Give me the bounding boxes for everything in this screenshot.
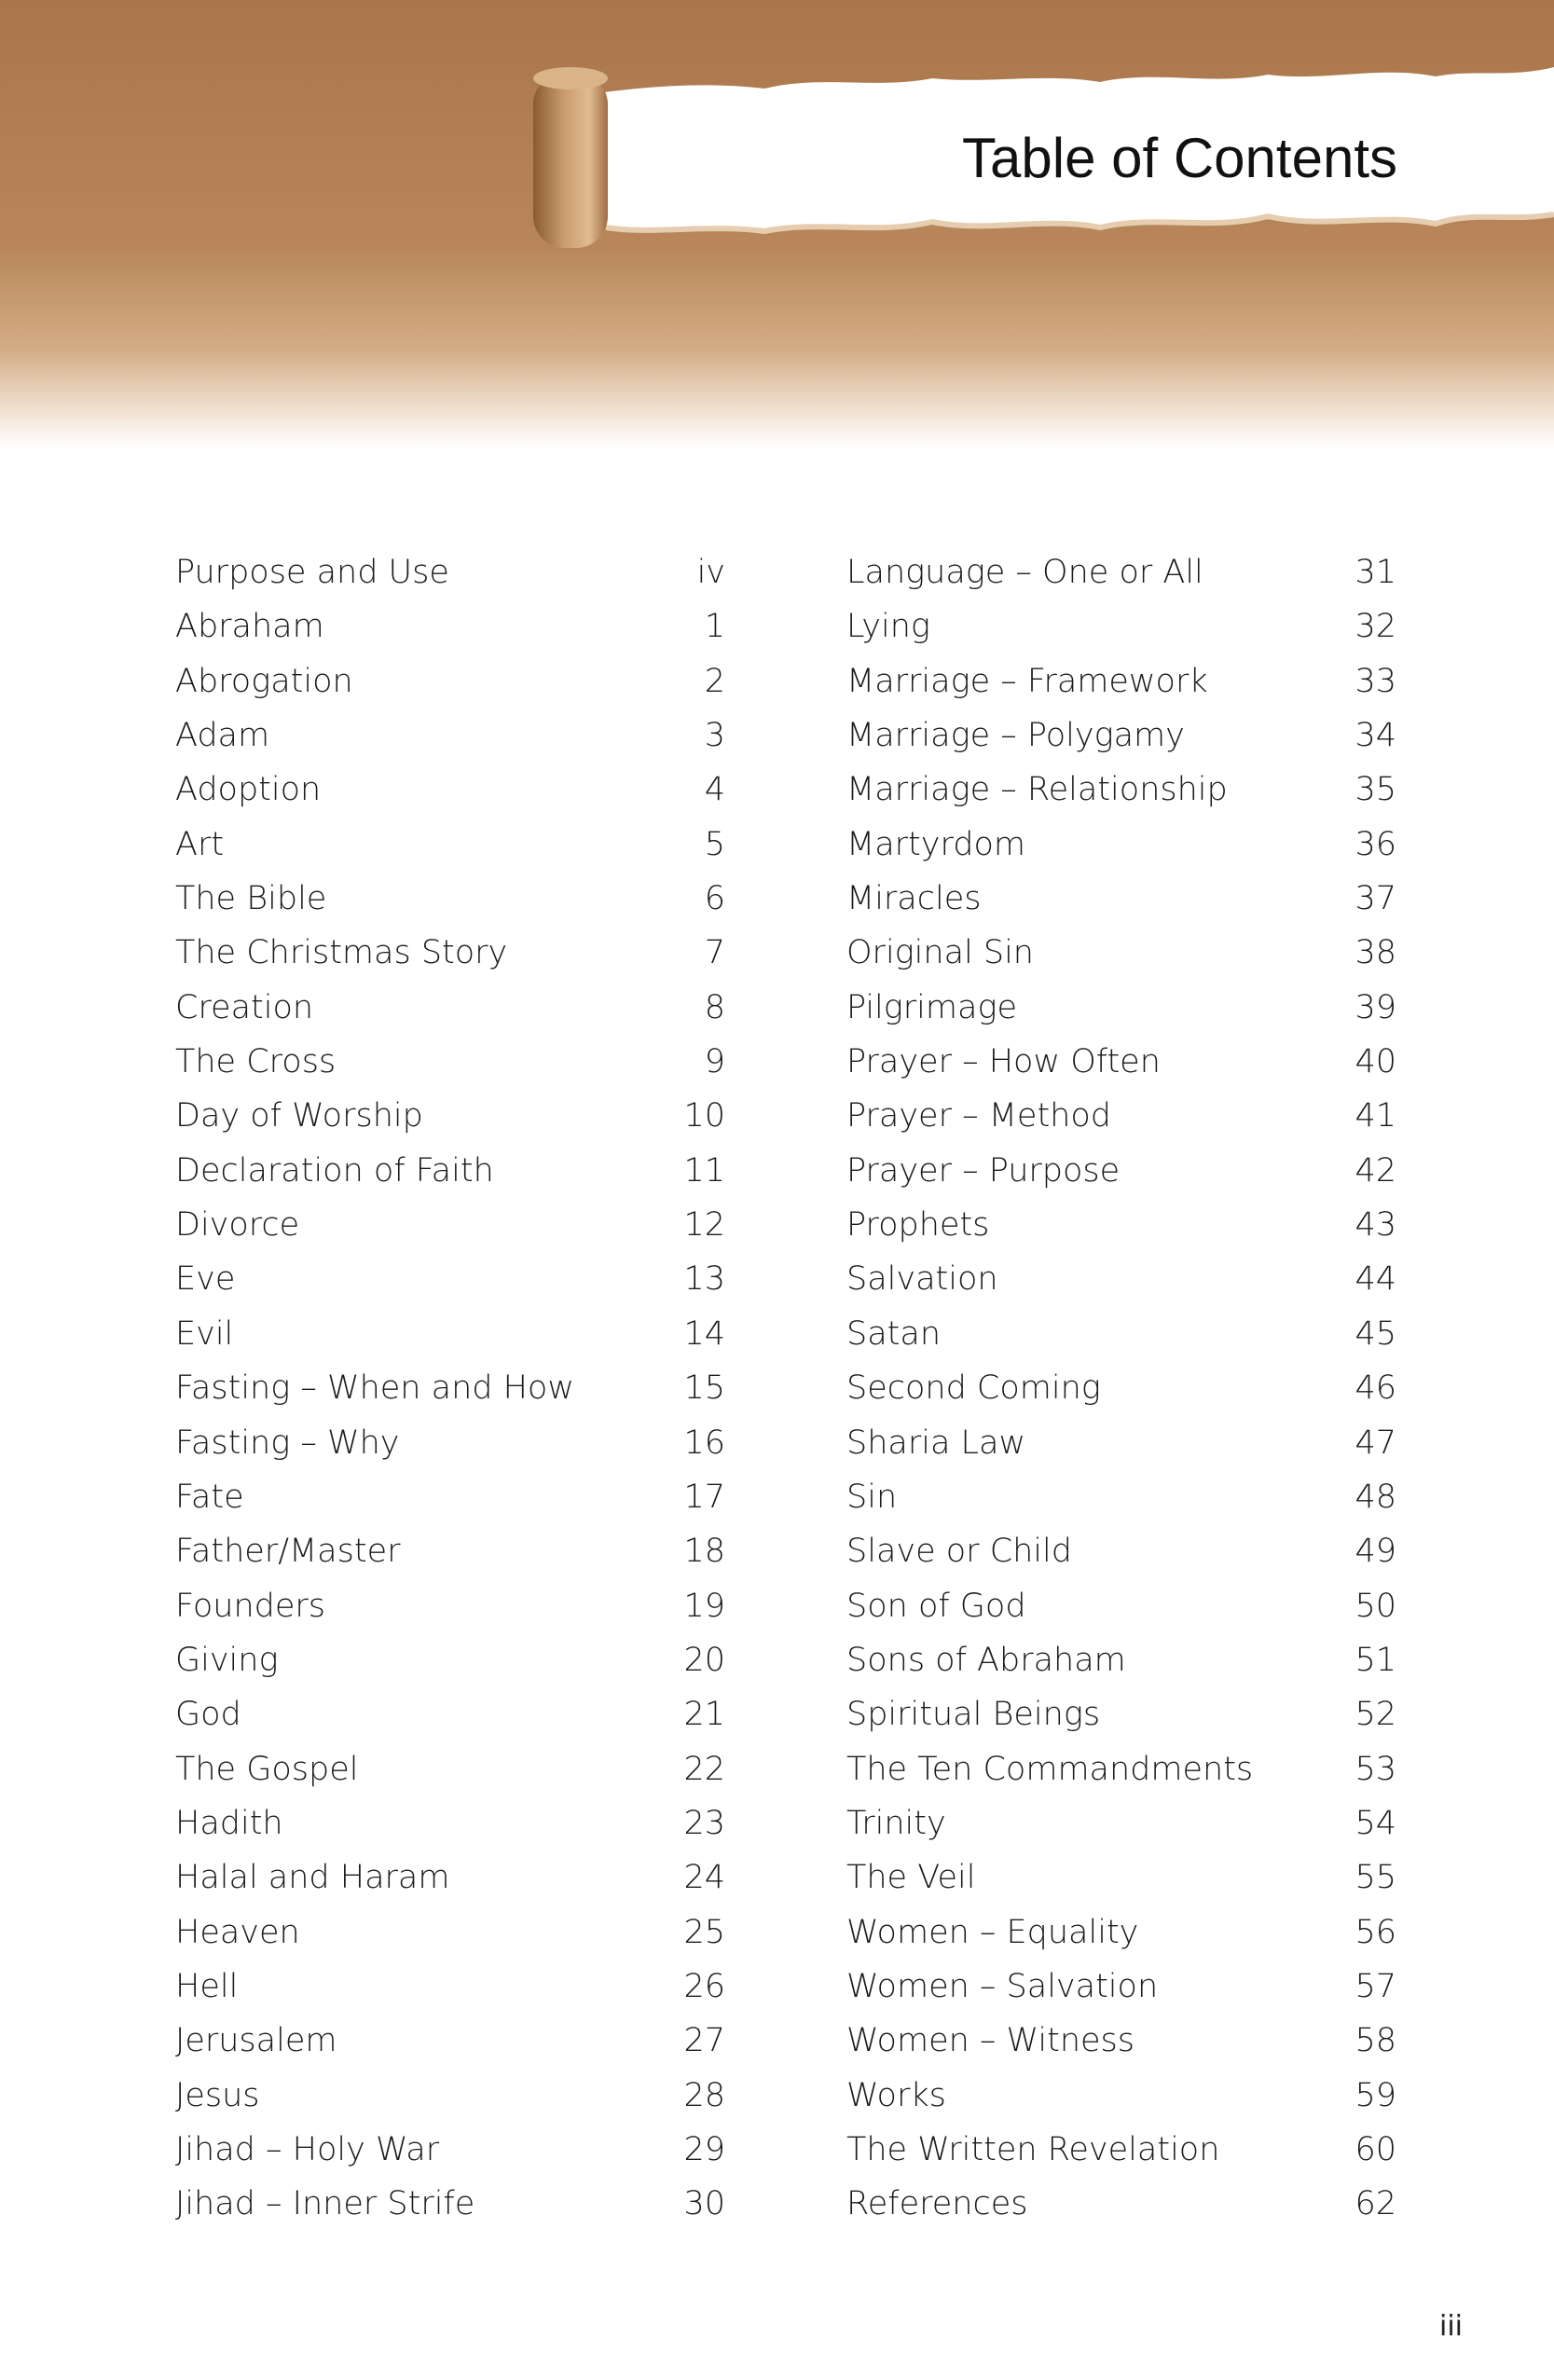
toc-entry-label: Abraham — [175, 608, 324, 646]
toc-entry[interactable] — [846, 763, 1396, 817]
toc-column-right — [846, 545, 1396, 2232]
toc-entry-label: Purpose and Use — [175, 554, 449, 591]
toc-entry[interactable] — [846, 2014, 1396, 2068]
toc-entry-page: 41 — [1355, 1097, 1396, 1135]
toc-entry-page: 19 — [683, 1587, 725, 1625]
toc-entry-page: 24 — [683, 1859, 725, 1897]
toc-entry-page: 60 — [1355, 2130, 1396, 2168]
toc-entry[interactable] — [175, 763, 725, 817]
toc-entry-label: Jerusalem — [175, 2022, 337, 2060]
toc-entry-page: 5 — [704, 825, 725, 863]
toc-entry[interactable] — [175, 1252, 725, 1306]
toc-entry-label: Satan — [846, 1314, 942, 1353]
toc-entry-page: 45 — [1355, 1314, 1396, 1353]
toc-entry-label: Prayer – How Often — [846, 1043, 1161, 1081]
toc-entry[interactable] — [846, 1742, 1396, 1796]
toc-entry-label: The Veil — [846, 1859, 976, 1897]
toc-entry-label: Sharia Law — [846, 1424, 1026, 1462]
toc-entry-label: Hadith — [175, 1804, 283, 1842]
toc-entry[interactable] — [846, 1198, 1396, 1252]
toc-entry-label: Slave or Child — [846, 1533, 1072, 1571]
toc-entry-label: Hell — [175, 1967, 239, 2005]
toc-entry[interactable] — [846, 1796, 1396, 1850]
toc-entry-label: Jesus — [175, 2076, 260, 2114]
toc-entry[interactable] — [846, 1144, 1396, 1198]
toc-entry-label: Language – One or All — [846, 554, 1203, 591]
toc-entry-label: Declaration of Faith — [175, 1151, 494, 1190]
toc-entry-page: 39 — [1355, 988, 1396, 1026]
toc-entry-label: The Cross — [175, 1043, 337, 1081]
toc-entry-page: 21 — [683, 1696, 725, 1734]
toc-entry[interactable] — [846, 926, 1396, 980]
toc-entry[interactable] — [846, 1035, 1396, 1089]
toc-entry-label: The Bible — [175, 880, 327, 918]
toc-entry-label: Sin — [846, 1478, 898, 1516]
toc-entry-page: 34 — [1355, 717, 1396, 755]
toc-column-left — [175, 545, 725, 2232]
toc-entry-page: 55 — [1355, 1859, 1396, 1897]
toc-entry-label: Trinity — [846, 1804, 946, 1842]
toc-entry-label: Jihad – Inner Strife — [175, 2185, 475, 2223]
toc-entry-page: 2 — [704, 662, 725, 700]
toc-entry-label: Adoption — [175, 771, 322, 809]
toc-entry[interactable] — [846, 872, 1396, 926]
toc-entry[interactable] — [175, 1579, 725, 1633]
toc-entry[interactable] — [846, 818, 1396, 872]
toc-entry-page: 62 — [1355, 2185, 1396, 2223]
toc-entry[interactable] — [175, 545, 725, 599]
toc-entry-page: 28 — [683, 2076, 725, 2114]
toc-entry-page: 53 — [1355, 1750, 1396, 1788]
toc-entry-page: 26 — [683, 1967, 725, 2005]
toc-entry[interactable] — [846, 981, 1396, 1035]
toc-entry-page: 36 — [1355, 825, 1396, 863]
toc-entry-page: 1 — [704, 608, 725, 646]
toc-entry-page: 48 — [1355, 1478, 1396, 1516]
toc-entry-page: 29 — [683, 2130, 725, 2168]
toc-entry-page: 50 — [1355, 1587, 1396, 1625]
toc-entry-label: Women – Witness — [846, 2022, 1135, 2060]
toc-entry[interactable] — [175, 1089, 725, 1143]
toc-entry-label: Founders — [175, 1587, 326, 1625]
toc-entry-label: Jihad – Holy War — [175, 2130, 440, 2168]
toc-entry[interactable] — [846, 654, 1396, 708]
toc-entry-page: 7 — [704, 934, 725, 972]
toc-entry[interactable] — [175, 1524, 725, 1578]
toc-entry-label: Son of God — [846, 1587, 1026, 1625]
toc-entry[interactable] — [175, 818, 725, 872]
toc-entry-page: 43 — [1355, 1206, 1396, 1245]
toc-entry[interactable] — [846, 1252, 1396, 1306]
toc-entry-label: Eve — [175, 1260, 236, 1299]
toc-entry-label: Giving — [175, 1641, 279, 1679]
toc-entry-page: 44 — [1355, 1260, 1396, 1299]
toc-entry-label: Lying — [846, 608, 930, 646]
toc-entry[interactable] — [175, 872, 725, 926]
toc-entry-label: Halal and Haram — [175, 1859, 450, 1897]
toc-entry-page: 58 — [1355, 2022, 1396, 2060]
toc-entry-label: Heaven — [175, 1913, 300, 1951]
toc-entry-label: The Christmas Story — [175, 934, 508, 972]
toc-entry-page: 16 — [683, 1424, 725, 1462]
toc-entry[interactable] — [175, 599, 725, 653]
toc-entry-label: Salvation — [846, 1260, 998, 1299]
toc-entry-page: 10 — [683, 1097, 725, 1135]
toc-entry[interactable] — [175, 926, 725, 980]
toc-entry-label: The Written Revelation — [846, 2130, 1220, 2168]
toc-entry-page: 57 — [1355, 1967, 1396, 2005]
toc-entry-page: 13 — [683, 1260, 725, 1299]
toc-entry-page: 25 — [683, 1913, 725, 1951]
toc-entry-page: 51 — [1355, 1641, 1396, 1679]
toc-entry-page: 30 — [683, 2185, 725, 2223]
torn-paper-banner — [0, 0, 1554, 447]
toc-entry-label: Women – Equality — [846, 1913, 1139, 1951]
toc-entry-label: Second Coming — [846, 1369, 1101, 1408]
toc-entry-label: Pilgrimage — [846, 988, 1017, 1026]
paper-curl — [533, 73, 608, 248]
toc-entry[interactable] — [175, 1307, 725, 1361]
toc-entry-page: 6 — [704, 880, 725, 918]
toc-entry[interactable] — [175, 2069, 725, 2123]
toc-entry[interactable] — [846, 1633, 1396, 1687]
toc-entry-page: iv — [696, 554, 725, 591]
toc-entry-label: Original Sin — [846, 934, 1034, 972]
page-title: Table of Contents — [962, 127, 1397, 189]
toc-entry[interactable] — [175, 1633, 725, 1687]
toc-entry-label: Abrogation — [175, 662, 353, 700]
toc-entry[interactable] — [846, 545, 1396, 599]
toc-entry-page: 40 — [1355, 1043, 1396, 1081]
toc-entry-label: The Gospel — [175, 1750, 359, 1788]
toc-entry-page: 54 — [1355, 1804, 1396, 1842]
paper-curl-top — [533, 67, 608, 89]
toc-entry-label: Marriage – Relationship — [846, 771, 1228, 809]
toc-entry-label: Creation — [175, 988, 314, 1026]
toc-entry[interactable] — [846, 1579, 1396, 1633]
toc-entry[interactable] — [175, 1687, 725, 1741]
toc-entry-page: 37 — [1355, 880, 1396, 918]
toc-entry-label: Sons of Abraham — [846, 1641, 1126, 1679]
toc-entry[interactable] — [846, 2069, 1396, 2123]
toc-entry-page: 23 — [683, 1804, 725, 1842]
toc-entry[interactable] — [175, 1198, 725, 1252]
toc-entry-page: 33 — [1355, 662, 1396, 700]
toc-entry-page: 35 — [1355, 771, 1396, 809]
toc-entry[interactable] — [175, 1850, 725, 1905]
toc-entry[interactable] — [846, 1089, 1396, 1143]
toc-entry-label: Art — [175, 825, 225, 863]
toc-entry-page: 56 — [1355, 1913, 1396, 1951]
toc-entry[interactable] — [175, 1470, 725, 1524]
toc-entry-page: 32 — [1355, 608, 1396, 646]
page-number: iii — [1438, 2310, 1463, 2343]
toc-entry-page: 12 — [683, 1206, 725, 1245]
toc-entry-page: 42 — [1355, 1151, 1396, 1190]
toc-entry[interactable] — [175, 2177, 725, 2231]
toc-entry[interactable] — [175, 2014, 725, 2068]
toc-entry-page: 52 — [1355, 1696, 1396, 1734]
toc-entry[interactable] — [175, 2123, 725, 2177]
toc-entry-page: 38 — [1355, 934, 1396, 972]
toc-entry-page: 11 — [683, 1151, 725, 1190]
toc-entry-label: Evil — [175, 1314, 234, 1353]
toc-entry[interactable] — [846, 1416, 1396, 1470]
toc-entry-page: 9 — [704, 1043, 725, 1081]
toc-entry-label: Prayer – Method — [846, 1097, 1111, 1135]
toc-entry[interactable] — [846, 1470, 1396, 1524]
toc-entry[interactable] — [175, 654, 725, 708]
toc-entry-page: 49 — [1355, 1533, 1396, 1571]
toc-entry[interactable] — [175, 1742, 725, 1796]
toc-entry[interactable] — [846, 2177, 1396, 2231]
toc-entry[interactable] — [846, 2123, 1396, 2177]
toc-entry-label: Miracles — [846, 880, 982, 918]
toc-entry[interactable] — [175, 1361, 725, 1415]
toc-entry[interactable] — [846, 1960, 1396, 2014]
toc-entry-label: Fasting – Why — [175, 1424, 400, 1462]
toc-entry-page: 27 — [683, 2022, 725, 2060]
toc-entry[interactable] — [175, 1796, 725, 1850]
toc-entry-page: 8 — [704, 988, 725, 1026]
toc-entry-page: 17 — [683, 1478, 725, 1516]
toc-entry-page: 18 — [683, 1533, 725, 1571]
toc-entry-page: 15 — [683, 1369, 725, 1408]
toc-entry-page: 47 — [1355, 1424, 1396, 1462]
toc-entry-label: Fasting – When and How — [175, 1369, 574, 1408]
toc-entry-page: 3 — [704, 717, 725, 755]
torn-paper-graphic — [0, 0, 1554, 447]
toc-entry[interactable] — [175, 1905, 725, 1960]
toc-entry-label: Day of Worship — [175, 1097, 423, 1135]
toc-entry[interactable] — [846, 1687, 1396, 1741]
toc-entry-label: Women – Salvation — [846, 1967, 1159, 2005]
toc-entry[interactable] — [175, 1144, 725, 1198]
toc-entry-label: Works — [846, 2076, 946, 2114]
toc-entry-label: Marriage – Framework — [846, 662, 1208, 700]
toc-entry[interactable] — [175, 1960, 725, 2014]
toc-entry-page: 59 — [1355, 2076, 1396, 2114]
toc-entry[interactable] — [175, 1035, 725, 1089]
toc-entry-label: Spiritual Beings — [846, 1696, 1101, 1734]
toc-entry-page: 46 — [1355, 1369, 1396, 1408]
toc-entry-label: Divorce — [175, 1206, 300, 1245]
toc-entry[interactable] — [846, 1361, 1396, 1415]
toc-entry-label: Marriage – Polygamy — [846, 717, 1185, 755]
toc-entry-page: 14 — [683, 1314, 725, 1353]
toc-entry-label: Fate — [175, 1478, 244, 1516]
toc-entry-label: God — [175, 1696, 241, 1734]
toc-entry[interactable] — [846, 1524, 1396, 1578]
toc-entry-page: 31 — [1355, 554, 1396, 591]
toc-entry-label: The Ten Commandments — [846, 1750, 1254, 1788]
toc-entry-label: Adam — [175, 717, 270, 755]
toc-entry-label: Prayer – Purpose — [846, 1151, 1121, 1190]
toc-entry-label: Father/Master — [175, 1533, 401, 1571]
toc-entry-page: 4 — [704, 771, 725, 809]
toc-entry[interactable] — [846, 708, 1396, 763]
toc-entry-page: 20 — [683, 1641, 725, 1679]
toc-entry[interactable] — [846, 1307, 1396, 1361]
toc-entry[interactable] — [175, 708, 725, 763]
toc-entry[interactable] — [175, 981, 725, 1035]
toc-entry-label: Prophets — [846, 1206, 990, 1245]
toc-entry[interactable] — [175, 1416, 725, 1470]
toc-entry-label: References — [846, 2185, 1028, 2223]
toc-entry-page: 22 — [683, 1750, 725, 1788]
toc-entry[interactable] — [846, 1905, 1396, 1960]
toc-entry[interactable] — [846, 599, 1396, 653]
toc-entry-label: Martyrdom — [846, 825, 1025, 863]
toc-entry[interactable] — [846, 1850, 1396, 1905]
